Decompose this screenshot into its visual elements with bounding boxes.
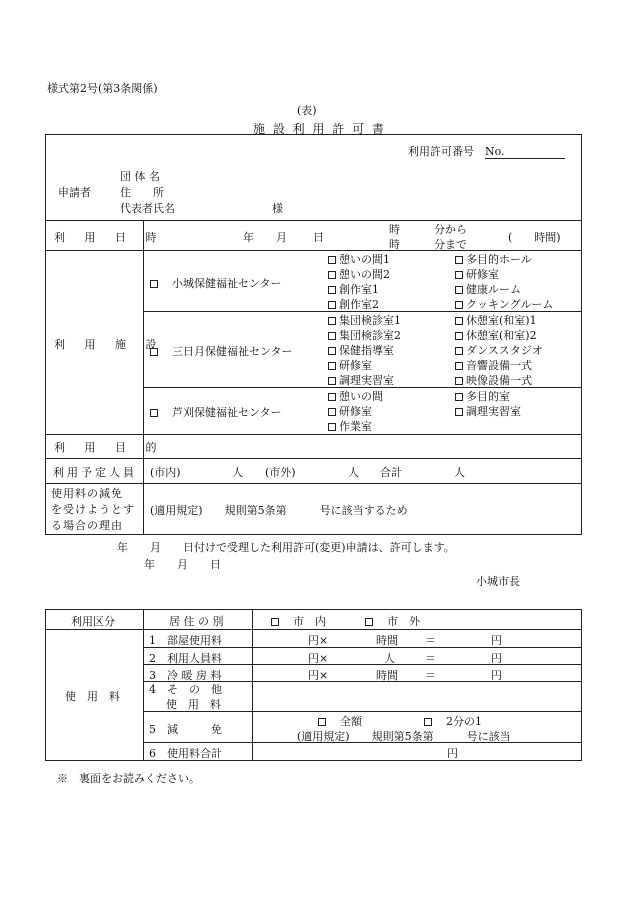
ashikari-rooms-right xyxy=(455,389,521,419)
room-checkbox[interactable]: 憩いの間 xyxy=(328,389,383,404)
fee-row-persons: 2 利用人員料 xyxy=(149,652,222,665)
honorific: 様 xyxy=(272,202,283,215)
unit-label: 人 xyxy=(348,466,359,479)
mikazuki-rooms-right xyxy=(455,313,543,388)
room-checkbox[interactable]: 創作室2 xyxy=(328,297,390,312)
room-checkbox[interactable]: 研修室 xyxy=(328,404,383,419)
room-checkbox[interactable]: 映像設備一式 xyxy=(455,373,543,388)
year-label: 年 xyxy=(243,231,254,244)
room-checkbox[interactable]: 研修室 xyxy=(328,358,401,373)
fee-row-other: 4 そ の 他 使 用 料 xyxy=(149,683,222,711)
hour-to-label: 時 xyxy=(389,238,400,251)
residence-out-option[interactable]: 市 外 xyxy=(365,613,420,629)
fee-row-aircon: 3 冷 暖 房 料 xyxy=(149,669,222,682)
fee-unit: 円 xyxy=(491,669,502,682)
facilities-label: 利 用 施 設 xyxy=(54,338,165,351)
fee-row-room: 1 部屋使用料 xyxy=(149,634,222,647)
room-checkbox[interactable]: 創作室1 xyxy=(328,282,390,297)
center-mikazuki[interactable]: 三日月保健福祉センター xyxy=(150,343,293,359)
city-out-label: (市外) xyxy=(265,466,296,479)
reduction-label: 使用料の減免 を受けようとす る場合の理由 xyxy=(51,487,135,532)
fee-unit: 人 xyxy=(384,652,395,665)
category-header: 利用区分 xyxy=(71,615,115,628)
fee-equals: ＝ xyxy=(425,652,436,665)
room-checkbox[interactable]: 憩いの間1 xyxy=(328,252,390,267)
exempt-full-option[interactable]: 全額 xyxy=(318,713,362,729)
purpose-label: 利 用 目 的 xyxy=(54,441,165,454)
room-checkbox[interactable]: 調理実習室 xyxy=(455,404,521,419)
room-checkbox[interactable]: 音響設備一式 xyxy=(455,358,543,373)
room-checkbox[interactable]: 休憩室(和室)2 xyxy=(455,328,543,343)
month-label: 月 xyxy=(276,231,287,244)
room-checkbox[interactable]: 調理実習室 xyxy=(328,373,401,388)
fee-unit: 円 xyxy=(491,634,502,647)
unit-label: 人 xyxy=(232,466,243,479)
room-checkbox[interactable]: 休憩室(和室)1 xyxy=(455,313,543,328)
city-in-label: (市内) xyxy=(150,466,181,479)
room-checkbox[interactable]: 研修室 xyxy=(455,267,553,282)
persons-label: 利用予定人員 xyxy=(53,466,137,479)
ogi-rooms-left xyxy=(328,252,390,312)
address-label: 住 所 xyxy=(120,186,164,199)
ashikari-rooms-left xyxy=(328,389,383,434)
exempt-half-option[interactable]: 2分の1 xyxy=(424,713,482,729)
center-ogi[interactable]: 小城保健福祉センター xyxy=(150,275,282,291)
residence-in-option[interactable]: 市 内 xyxy=(271,613,326,629)
fee-equals: ＝ xyxy=(425,669,436,682)
day-label: 日 xyxy=(313,231,324,244)
applicant-label: 申請者 xyxy=(58,186,91,199)
fee-total-unit: 円 xyxy=(447,747,458,760)
side-label: (表) xyxy=(297,104,317,117)
representative-label: 代表者氏名 xyxy=(120,202,175,215)
room-checkbox[interactable]: ダンススタジオ xyxy=(455,343,543,358)
room-checkbox[interactable]: 健康ルーム xyxy=(455,282,553,297)
fee-unit: 円× xyxy=(308,652,329,665)
reduction-text: (適用規定) 規則第5条第 号に該当するため xyxy=(150,504,408,517)
fee-unit: 時間 xyxy=(376,634,398,647)
duration-label: ( 時間) xyxy=(508,231,561,244)
approval-statement: 年 月 日付けで受理した利用許可(変更)申請は、許可します。 xyxy=(117,541,455,554)
fee-unit: 円 xyxy=(491,652,502,665)
checkbox-icon[interactable] xyxy=(150,348,158,356)
footnote: ※ 裏面をお読みください。 xyxy=(57,772,200,785)
fee-row-exempt: 5 減 免 xyxy=(149,723,222,736)
usage-datetime-label: 利 用 日 時 xyxy=(54,231,165,244)
minute-to-label: 分まで xyxy=(434,238,467,251)
fee-unit: 円× xyxy=(308,669,329,682)
checkbox-icon[interactable] xyxy=(150,409,158,417)
room-checkbox[interactable]: 集団検診室2 xyxy=(328,328,401,343)
room-checkbox[interactable]: 多目的ホール xyxy=(455,252,553,267)
group-name-label: 団 体 名 xyxy=(120,170,160,183)
ogi-rooms-right xyxy=(455,252,553,312)
total-label: 合計 xyxy=(380,466,402,479)
room-checkbox[interactable]: 多目的室 xyxy=(455,389,521,404)
room-checkbox[interactable]: 憩いの間2 xyxy=(328,267,390,282)
room-checkbox[interactable]: 集団検診室1 xyxy=(328,313,401,328)
fee-row-total: 6 使用料合計 xyxy=(149,747,222,760)
room-checkbox[interactable]: 保健指導室 xyxy=(328,343,401,358)
center-ashikari[interactable]: 芦刈保健福祉センター xyxy=(150,404,282,420)
fee-label: 使 用 料 xyxy=(65,690,120,703)
approval-date: 年 月 日 xyxy=(144,558,221,571)
page-title: 施 設 利 用 許 可 書 xyxy=(253,122,386,136)
form-id: 様式第2号(第3条関係) xyxy=(47,82,158,95)
mikazuki-rooms-left xyxy=(328,313,401,388)
unit-label: 人 xyxy=(454,466,465,479)
room-checkbox[interactable]: 作業室 xyxy=(328,419,383,434)
permit-number[interactable]: 利用許可番号 No. xyxy=(408,143,565,159)
hour-from-label: 時 xyxy=(389,223,400,236)
residence-header: 居 住 の 別 xyxy=(169,615,224,628)
mayor-signature: 小城市長 xyxy=(476,575,520,588)
checkbox-icon[interactable] xyxy=(150,280,158,288)
room-checkbox[interactable]: クッキングルーム xyxy=(455,297,553,312)
exempt-rule: (適用規定) 規則第5条第 号に該当 xyxy=(297,730,511,743)
fee-unit: 円× xyxy=(308,634,329,647)
fee-unit: 時間 xyxy=(376,669,398,682)
fee-equals: ＝ xyxy=(425,634,436,647)
minute-from-label: 分から xyxy=(434,223,467,236)
